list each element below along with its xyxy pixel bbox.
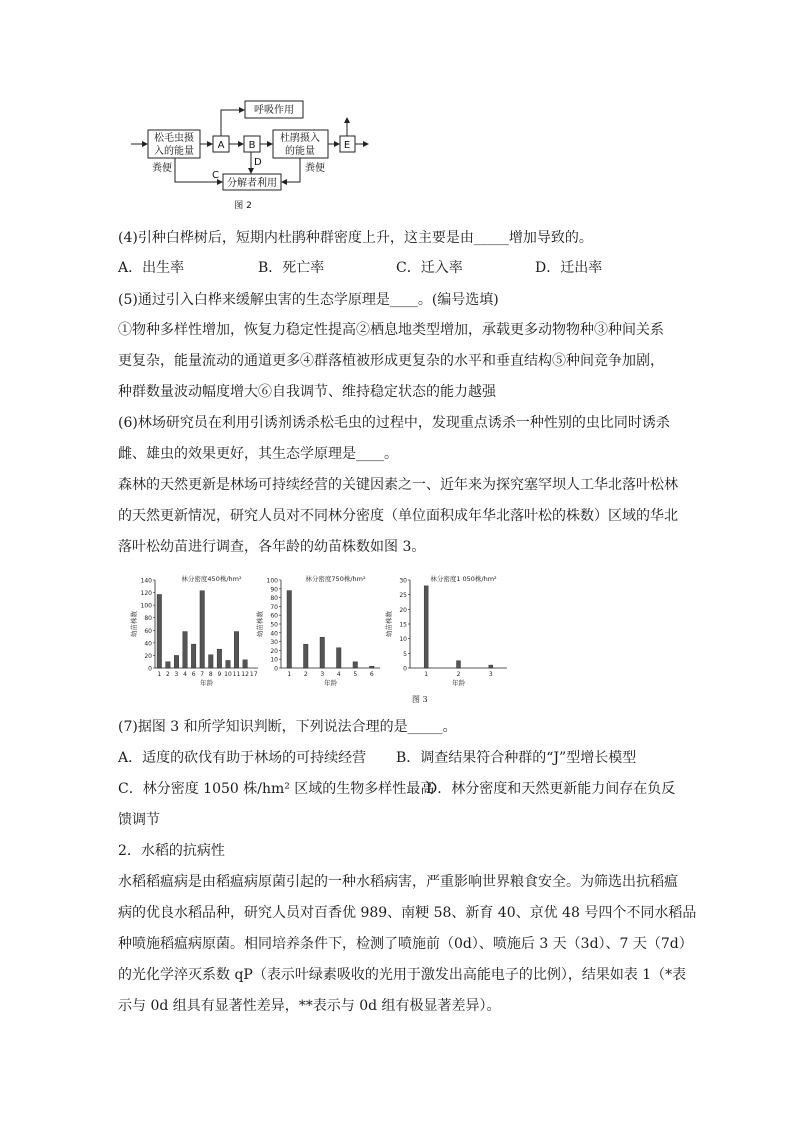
chart1-ylabel: 幼苗株数 [130,611,138,637]
q7-stem: (7)据图 3 和所学知识判断，下列说法合理的是_____。 [118,719,457,735]
chart1-xtick-label: 2 [165,671,170,678]
cuckoo-line1: 杜鹃摄入 [280,133,320,144]
q4-option-c: C．迁入率 [396,260,463,276]
chart2-ytick-label: 80 [270,595,278,603]
section2-line4: 的光化学淬灭系数 qP（表示叶绿素吸收的光用于激发出高能电子的比例），结果如表 1（*表 [118,967,687,983]
respiration-label: 呼吸作用 [254,105,294,116]
chart2-bar [320,637,325,668]
q5-line1: ①物种多样性增加，恢复力稳定性提高②栖息地类型增加，承载更多动物物种③种间关系 [118,322,664,338]
chart3-ytick-label: 30 [399,577,407,585]
chart2-bar [370,666,375,668]
q7-option-d: D．林分密度和天然更新能力间存在负反 [426,781,676,797]
chart3-xtick-label: 1 [424,671,429,678]
chart1-bar [183,632,188,668]
chart2-ylabel: 幼苗株数 [256,611,264,637]
q6-line1: (6)林场研究员在利用引诱剂诱杀松毛虫的过程中，发现重点诱杀一种性别的虫比同时诱杀 [118,415,670,431]
chart3-bar [489,665,493,668]
q4-option-a: A．出生率 [118,260,185,276]
q6-line2: 雌、雄虫的效果更好，其生态学原理是____。 [118,446,398,462]
chart1-bar [234,632,239,668]
energy-flow-diagram [0,0,794,215]
chart1-ytick-label: 100 [140,602,152,610]
chart2-xtick-label: 1 [287,671,292,678]
feces-left-label: 粪便 [152,163,172,174]
q7-option-d-cont: 馈调节 [118,812,160,828]
chart1-xtick-label: 8 [208,671,213,678]
decomposer-label: 分解者利用 [227,178,277,189]
q7-option-a: A．适度的砍伐有助于林场的可持续经营 [118,750,367,766]
chart1-bar [191,644,196,668]
q4-stem: (4)引种白桦树后，短期内杜鹃种群密度上升，这主要是由_____增加导致的。 [118,230,593,246]
figure3-caption: 图 3 [412,695,428,704]
chart1-xtick-label: 7 [200,671,205,678]
chart2-ytick-label: 90 [270,586,278,594]
chart1-ytick-label: 140 [140,577,152,585]
cuckoo-line2: 的能量 [285,146,315,157]
chart2-xtick-label: 3 [320,671,325,678]
chart2-xtick-label: 4 [336,671,341,678]
label-b: B [248,140,256,151]
chart2-ytick-label: 10 [270,656,278,664]
chart2-xlabel: 年龄 [324,679,337,687]
chart1-xtick-label: 11 [232,671,241,678]
q7-option-c: C．林分密度 1050 株/hm² 区域的生物多样性最高 [118,781,435,797]
chart1-xtick-label: 9 [217,671,222,678]
chart1-xtick-label: 12 [241,671,249,678]
intro-line2: 的天然更新情况，研究人员对不同林分密度（单位面积成年华北落叶松的株数）区域的华北 [118,508,678,524]
label-d: D [254,157,262,168]
q7-option-b: B．调查结果符合种群的“J”型增长模型 [396,750,637,766]
chart3-bar [457,661,461,668]
chart3-xtick-label: 3 [488,671,493,678]
chart2-ytick-label: 0 [274,665,278,673]
label-c: C [212,170,219,181]
intro-line1: 森林的天然更新是林场可持续经营的关键因素之一、近年来为探究塞罕坝人工华北落叶松林 [118,477,678,493]
larva-line2: 入的能量 [154,146,194,157]
chart1-title: 林分密度450株/hm² [181,575,242,583]
section2-line3: 种喷施稻瘟病原菌。相同培养条件下，检测了喷施前（0d）、喷施后 3 天（3d）、7 天（7d） [118,936,693,952]
chart1-bar [166,662,171,668]
chart1-xtick-label: 17 [249,671,258,678]
chart2-title: 林分密度750株/hm² [305,575,366,583]
section2-line2: 病的优良水稻品种，研究人员对百香优 989、南粳 58、新育 40、京优 48 号四个不同水稻品 [118,905,697,921]
q4-option-d: D．迁出率 [535,260,603,276]
chart1-bar [174,655,179,668]
chart3-ytick-label: 10 [399,636,407,644]
section2-line5: 示与 0d 组具有显著性差异，**表示与 0d 组有极显著差异）。 [118,998,501,1014]
chart1-ytick-label: 0 [148,665,152,673]
chart3-ylabel: 幼苗株数 [385,611,393,637]
chart2-bar [304,644,309,668]
chart1-xtick-label: 6 [191,671,196,678]
chart1-xlabel: 年龄 [200,679,213,687]
chart3-ytick-label: 15 [399,621,407,629]
chart1-bar [200,591,205,668]
chart3-ytick-label: 0 [403,665,407,673]
chart2-bar [353,662,358,668]
chart2-ytick-label: 40 [270,630,278,638]
chart3-ytick-label: 5 [403,650,407,658]
figure2-caption: 图 2 [234,201,252,211]
chart1-ytick-label: 80 [144,615,152,623]
section2-title: 2．水稻的抗病性 [118,843,225,859]
chart1-ytick-label: 120 [140,590,152,598]
q5-stem: (5)通过引入白桦来缓解虫害的生态学原理是____。(编号选填) [118,292,499,308]
chart3-title: 林分密度1 050株/hm² [430,575,497,583]
chart3-ytick-label: 20 [399,606,407,614]
chart1-ytick-label: 60 [144,627,152,635]
label-a: A [217,140,225,151]
chart2-bar [337,648,342,668]
chart2-bar [287,591,292,668]
chart2-ytick-label: 100 [266,577,278,585]
chart1-xtick-label: 3 [174,671,179,678]
section2-line1: 水稻稻瘟病是由稻瘟病原菌引起的一种水稻病害，严重影响世界粮食安全。为筛选出抗稻瘟 [118,874,678,890]
feces-right-label: 粪便 [305,163,325,174]
chart3-ytick-label: 25 [399,592,407,600]
chart1-bar [209,655,214,668]
chart1-bar [226,660,231,668]
chart2-ytick-label: 30 [270,639,278,647]
chart1-xtick-label: 4 [183,671,187,678]
chart2-xtick-label: 6 [369,671,374,678]
chart1-ytick-label: 20 [144,652,152,660]
chart2-xtick-label: 2 [303,671,308,678]
chart3-xlabel: 年龄 [452,679,465,687]
larva-line1: 松毛虫摄 [154,133,194,144]
chart1-ytick-label: 40 [144,640,152,648]
q5-line3: 种群数量波动幅度增大⑥自我调节、维持稳定状态的能力越强 [118,384,496,400]
chart3-xtick-label: 2 [456,671,461,678]
chart2-ytick-label: 50 [270,621,278,629]
chart2-ytick-label: 20 [270,647,278,655]
q4-option-b: B．死亡率 [258,260,325,276]
chart1-xtick-label: 1 [157,671,162,678]
chart1-bar [243,660,248,668]
chart1-bar [157,594,162,668]
chart3-bar [424,586,428,668]
chart2-xtick-label: 5 [353,671,358,678]
label-e: E [343,140,351,151]
chart1-xtick-label: 10 [224,671,232,678]
intro-line3: 落叶松幼苗进行调查，各年龄的幼苗株数如图 3。 [118,539,426,555]
chart1-bar [217,649,222,668]
chart2-ytick-label: 70 [270,603,278,611]
chart2-ytick-label: 60 [270,612,278,620]
q5-line2: 更复杂，能量流动的通道更多④群落植被形成更复杂的水平和垂直结构⑤种间竞争加剧， [118,353,664,369]
